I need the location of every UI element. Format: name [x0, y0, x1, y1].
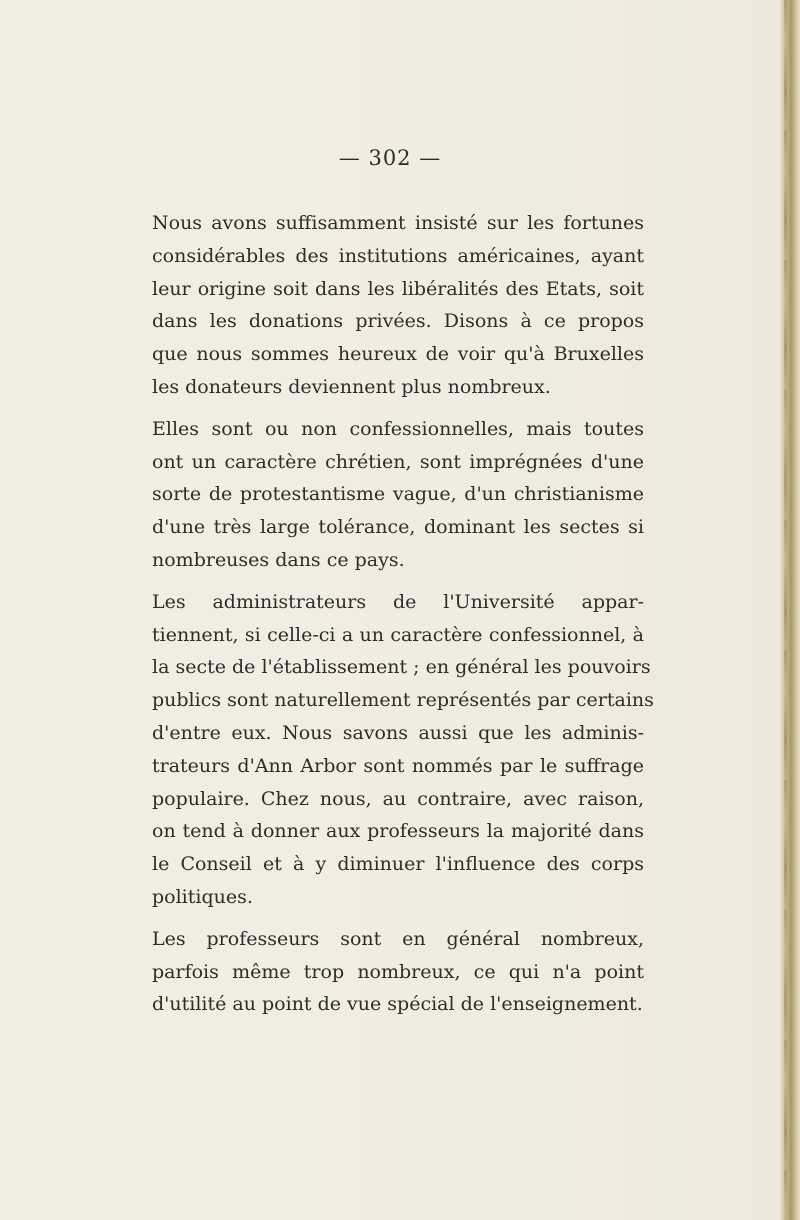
page-edge	[780, 0, 800, 1220]
text-line: les donateurs deviennent plus nombreux.	[152, 375, 551, 398]
text-line: Les professeurs sont en général nombreux,	[152, 927, 644, 950]
text-line: d'utilité au point de vue spécial de l'enseignement.	[152, 993, 643, 1016]
text-line: parfois même trop nombreux, ce qui n'a point	[152, 960, 644, 983]
text-line: populaire. Chez nous, au contraire, avec raison,	[152, 787, 644, 810]
text-line: sorte de protestantisme vague, d'un christianisme	[152, 483, 644, 506]
text-line: d'entre eux. Nous savons aussi que les adminis-	[152, 721, 644, 744]
paragraph-3	[152, 586, 654, 914]
text-line: on tend à donner aux professeurs la majorité dans	[152, 820, 644, 843]
text-line: leur origine soit dans les libéralités des Etats, soit	[152, 277, 644, 300]
paragraph-4	[152, 923, 644, 1021]
paragraph-2	[152, 413, 644, 577]
paragraph-1	[152, 207, 644, 404]
text-line: ont un caractère chrétien, sont imprégnées d'une	[152, 450, 644, 473]
body-text	[152, 207, 654, 1030]
page-number: — 302 —	[338, 146, 442, 170]
text-line: trateurs d'Ann Arbor sont nommés par le suffrage	[152, 754, 644, 777]
text-line: Les administrateurs de l'Université appar-	[152, 590, 644, 613]
text-line: politiques.	[152, 885, 253, 908]
text-line: considérables des institutions américaines, ayant	[152, 244, 644, 267]
text-line: la secte de l'établissement ; en général les pouvoirs	[152, 656, 651, 679]
text-line: tiennent, si celle-ci a un caractère confessionnel, à	[152, 623, 644, 646]
text-line: dans les donations privées. Disons à ce propos	[152, 310, 644, 333]
text-line: le Conseil et à y diminuer l'influence des corps	[152, 853, 644, 876]
text-line: d'une très large tolérance, dominant les sectes si	[152, 516, 644, 539]
text-line: nombreuses dans ce pays.	[152, 548, 405, 571]
text-line: que nous sommes heureux de voir qu'à Bruxelles	[152, 343, 644, 366]
text-line: publics sont naturellement représentés par certains	[152, 689, 654, 712]
text-line: Nous avons suffisamment insisté sur les fortunes	[152, 212, 644, 234]
text-line: Elles sont ou non confessionnelles, mais toutes	[152, 417, 644, 440]
